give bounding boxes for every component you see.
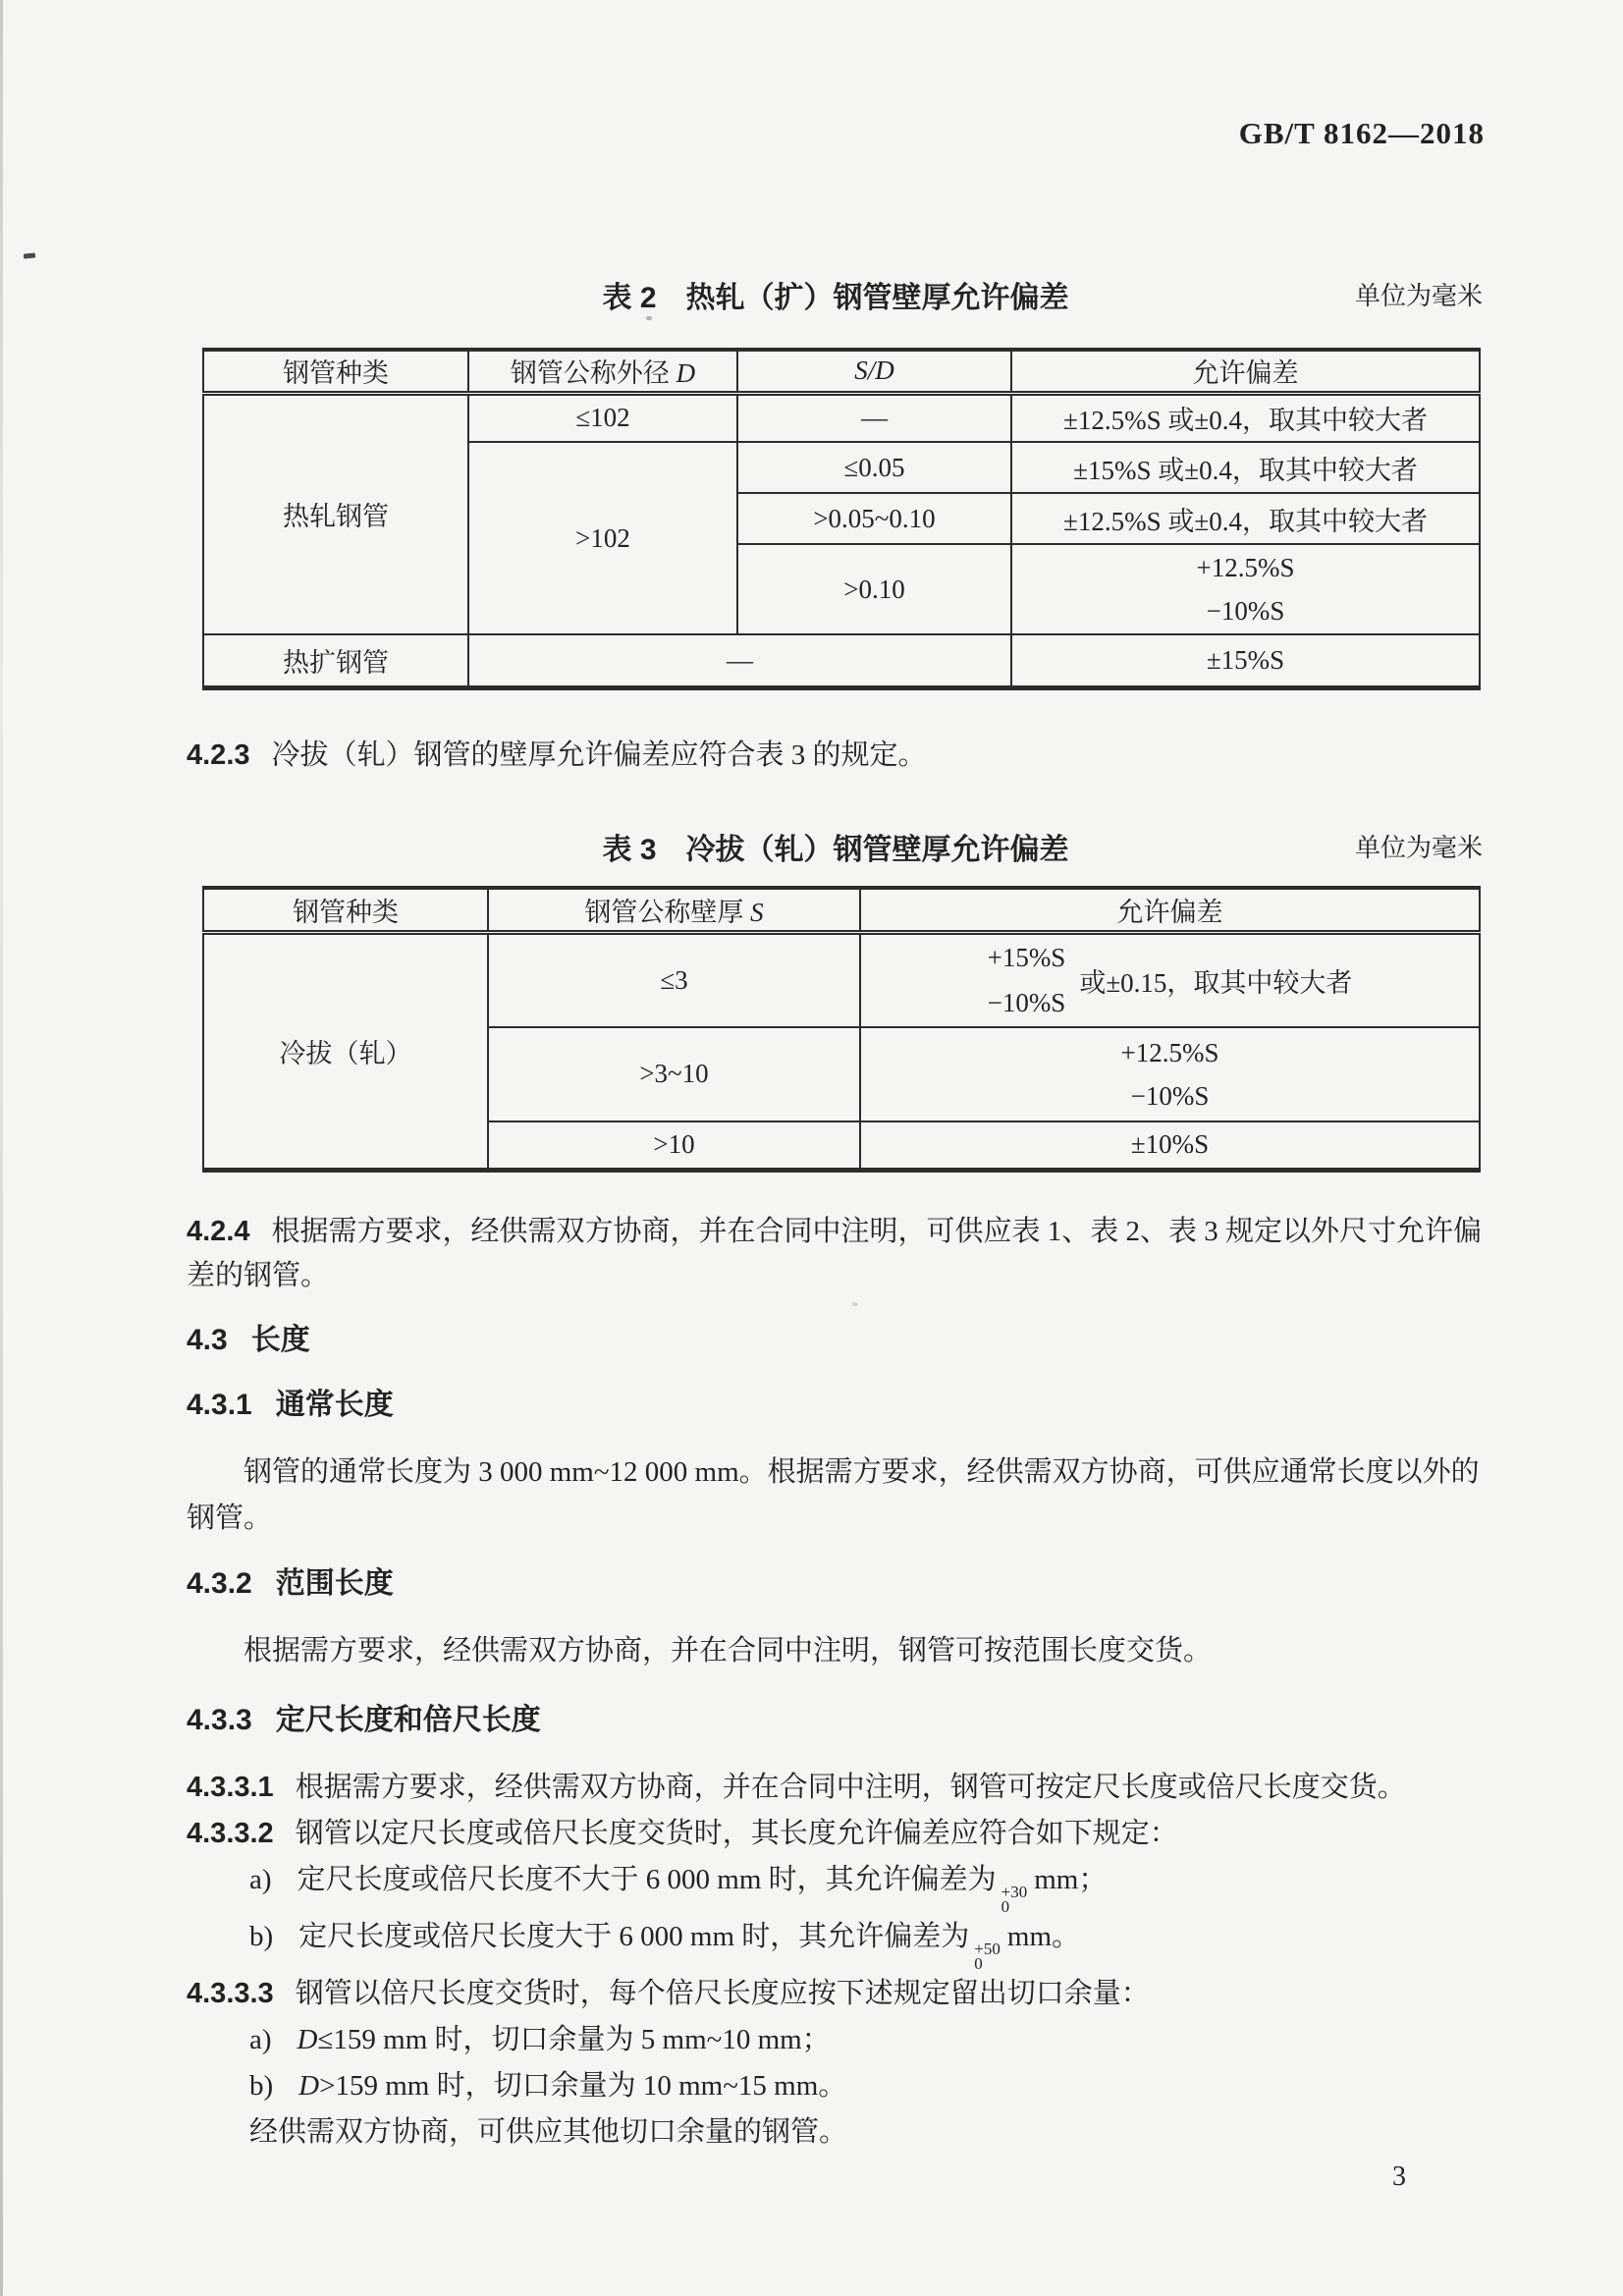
table-row: [203, 393, 1480, 442]
t3-s-3-10: >3~10: [488, 1027, 860, 1121]
t2-od-le102: ≤102: [468, 393, 737, 442]
t2-col-sd-ratio: S/D: [737, 350, 1011, 393]
t2-kind-hot-rolled: 热轧钢管: [203, 393, 468, 634]
table3: [202, 886, 1481, 1174]
t2-tol-sd-gt010: [1011, 544, 1480, 634]
t3-col-tolerance: 允许偏差: [860, 888, 1480, 933]
t3-col-wall-thickness: [488, 888, 860, 933]
list-item-a: [187, 1857, 1485, 1914]
clause-text: 冷拔（轧）钢管的壁厚允许偏差应符合表 3 的规定。: [271, 738, 927, 771]
clause-text: 根据需方要求，经供需双方协商，并在合同中注明，钢管可按定尺长度或倍尺长度交货。: [295, 1772, 1406, 1803]
table3-caption: [187, 825, 1485, 866]
standard-number: GB/T 8162—2018: [1238, 116, 1485, 150]
table3-unit-note: 单位为毫米: [1354, 833, 1483, 862]
t3-col-kind: 钢管种类: [203, 888, 488, 933]
heading-4-3: [187, 1322, 1485, 1359]
clause-4-2-4: [187, 1210, 1485, 1298]
t3-tol-minus: −10%S: [1130, 1080, 1210, 1111]
t2-col-tolerance: 允许偏差: [1011, 350, 1480, 393]
item-text-end: mm；: [1034, 1864, 1108, 1895]
t2-tol-minus: −10%S: [1206, 596, 1285, 626]
tolerance-sup: +30: [1001, 1883, 1028, 1901]
clause-4-2-3: [187, 734, 1485, 778]
t3-tol-s-le3: [860, 933, 1480, 1027]
t2-kind-hot-expanded: 热扩钢管: [203, 634, 468, 687]
t2-col-od-var: D: [676, 358, 696, 389]
clause-number: 4.3.3.1: [187, 1772, 274, 1803]
t2-sd-le005: ≤0.05: [737, 442, 1011, 493]
item-label: b): [249, 2070, 274, 2102]
clause-number: 4.3.3.3: [187, 1978, 274, 2009]
table3-header-row: [203, 888, 1480, 933]
heading-number: 4.3.1: [187, 1389, 252, 1421]
table3-title: 表 3 冷拔（轧）钢管壁厚允许偏差: [602, 833, 1069, 866]
paragraph-4-3-1: 钢管的通常长度为 3 000 mm~12 000 mm。根据需方要求，经供需双方协商，可供应通常长度以外的钢管。: [187, 1456, 1480, 1534]
t2-od-sd-na: —: [468, 634, 1011, 687]
item-text-end: mm。: [1006, 1921, 1081, 1952]
t3-kind-cold-drawn: 冷拔（轧）: [203, 933, 488, 1171]
item-label: a): [249, 1864, 272, 1895]
t2-tol-sd-le005: ±15%S 或±0.4，取其中较大者: [1011, 442, 1480, 493]
tolerance-supsub: [974, 1941, 1001, 1971]
clause-4-3-3-1: [187, 1765, 1485, 1811]
t3-tol-plus: +12.5%S: [1120, 1037, 1219, 1067]
t2-tol-plus: +12.5%S: [1196, 553, 1295, 582]
page-content: [187, 0, 1485, 2193]
clause-number: 4.2.3: [187, 738, 250, 771]
paragraph-4-3-2: 根据需方要求，经供需双方协商，并在合同中注明，钢管可按范围长度交货。: [243, 1635, 1213, 1667]
heading-title: 通常长度: [275, 1389, 394, 1421]
t3-tol-s-3-10: [860, 1027, 1480, 1121]
list-item-a: [187, 2017, 1485, 2063]
t3-s-gt10: >10: [488, 1121, 860, 1171]
item-label: b): [249, 1921, 274, 1952]
heading-title: 范围长度: [275, 1567, 394, 1600]
scan-mark: [24, 252, 35, 258]
heading-title: 定尺长度和倍尺长度: [275, 1704, 541, 1736]
heading-4-3-2: [187, 1565, 1485, 1603]
table2-caption: [187, 273, 1485, 314]
clause-number: 4.3.3.2: [187, 1818, 274, 1849]
t3-tol-s-gt10: ±10%S: [860, 1121, 1480, 1171]
t3-col-wall-text: 钢管公称壁厚: [584, 897, 751, 927]
t2-tol-hot-expanded: ±15%S: [1011, 634, 1480, 687]
closing-sentence: 经供需双方协商，可供应其他切口余量的钢管。: [249, 2116, 848, 2148]
t3-col-wall-var: S: [750, 897, 764, 927]
t2-col-outer-diameter: [468, 350, 737, 393]
item-text: >159 mm 时，切口余量为 10 mm~15 mm。: [319, 2070, 847, 2102]
item-text: ≤159 mm 时，切口余量为 5 mm~10 mm；: [317, 2024, 831, 2055]
page-number: 3: [1392, 2161, 1406, 2192]
t3-tol-plus: +15%S: [987, 943, 1066, 973]
table2-unit-note: 单位为毫米: [1354, 282, 1483, 310]
tolerance-supsub: [1001, 1885, 1028, 1914]
clause-number: 4.2.4: [187, 1216, 250, 1247]
t2-col-kind: 钢管种类: [203, 350, 468, 393]
item-text: 定尺长度或倍尺长度大于 6 000 mm 时，其允许偏差为: [298, 1921, 970, 1952]
t3-tol-minus: −10%S: [987, 988, 1066, 1018]
tolerance-sub: 0: [974, 1954, 983, 1973]
t2-tol-le102: ±12.5%S 或±0.4，取其中较大者: [1011, 393, 1480, 442]
heading-number: 4.3.2: [187, 1567, 252, 1600]
t2-od-gt102: >102: [468, 442, 737, 634]
scan-edge-artifact: [0, 0, 3, 2296]
heading-number: 4.3.3: [187, 1704, 252, 1736]
item-text: 定尺长度或倍尺长度不大于 6 000 mm 时，其允许偏差为: [297, 1864, 997, 1895]
tolerance-sub: 0: [1001, 1897, 1010, 1916]
clause-4-3-3-3: [187, 1971, 1485, 2017]
clause-text: 钢管以倍尺长度交货时，每个倍尺长度应按下述规定留出切口余量：: [295, 1978, 1150, 2009]
t2-col-od-text: 钢管公称外径: [510, 358, 676, 389]
heading-4-3-3: [187, 1702, 1485, 1739]
t3-s-le3: ≤3: [488, 933, 860, 1027]
table2-header-row: [203, 350, 1480, 393]
t2-tol-sd-005-010: ±12.5%S 或±0.4，取其中较大者: [1011, 493, 1480, 544]
clause-lines: [187, 1765, 1485, 2156]
variable-D: D: [298, 2070, 320, 2102]
t2-sd-gt010: >0.10: [737, 544, 1011, 634]
table-row: [203, 933, 1480, 1027]
table2-title: 表 2 热轧（扩）钢管壁厚允许偏差: [602, 282, 1069, 314]
table2: [202, 348, 1481, 690]
t2-sd-na: —: [737, 393, 1011, 442]
heading-4-3-1: [187, 1387, 1485, 1424]
heading-number: 4.3: [187, 1324, 228, 1356]
variable-D: D: [297, 2024, 318, 2055]
clause-4-3-3-2: [187, 1811, 1485, 1857]
tolerance-sup: +50: [974, 1940, 1001, 1958]
clause-text: 根据需方要求，经供需双方协商，并在合同中注明，可供应表 1、表 2、表 3 规定以外尺寸允许偏差的钢管。: [187, 1216, 1483, 1291]
item-label: a): [249, 2024, 272, 2055]
table-row: [203, 634, 1480, 687]
clause-text: 钢管以定尺长度或倍尺长度交货时，其长度允许偏差应符合如下规定：: [295, 1818, 1178, 1849]
list-item-b: [187, 2063, 1485, 2109]
t3-tol-rest: 或±0.15，取其中较大者: [1079, 967, 1353, 998]
heading-title: 长度: [250, 1324, 310, 1356]
list-item-b: [187, 1914, 1485, 1971]
t2-sd-005-010: >0.05~0.10: [737, 493, 1011, 544]
